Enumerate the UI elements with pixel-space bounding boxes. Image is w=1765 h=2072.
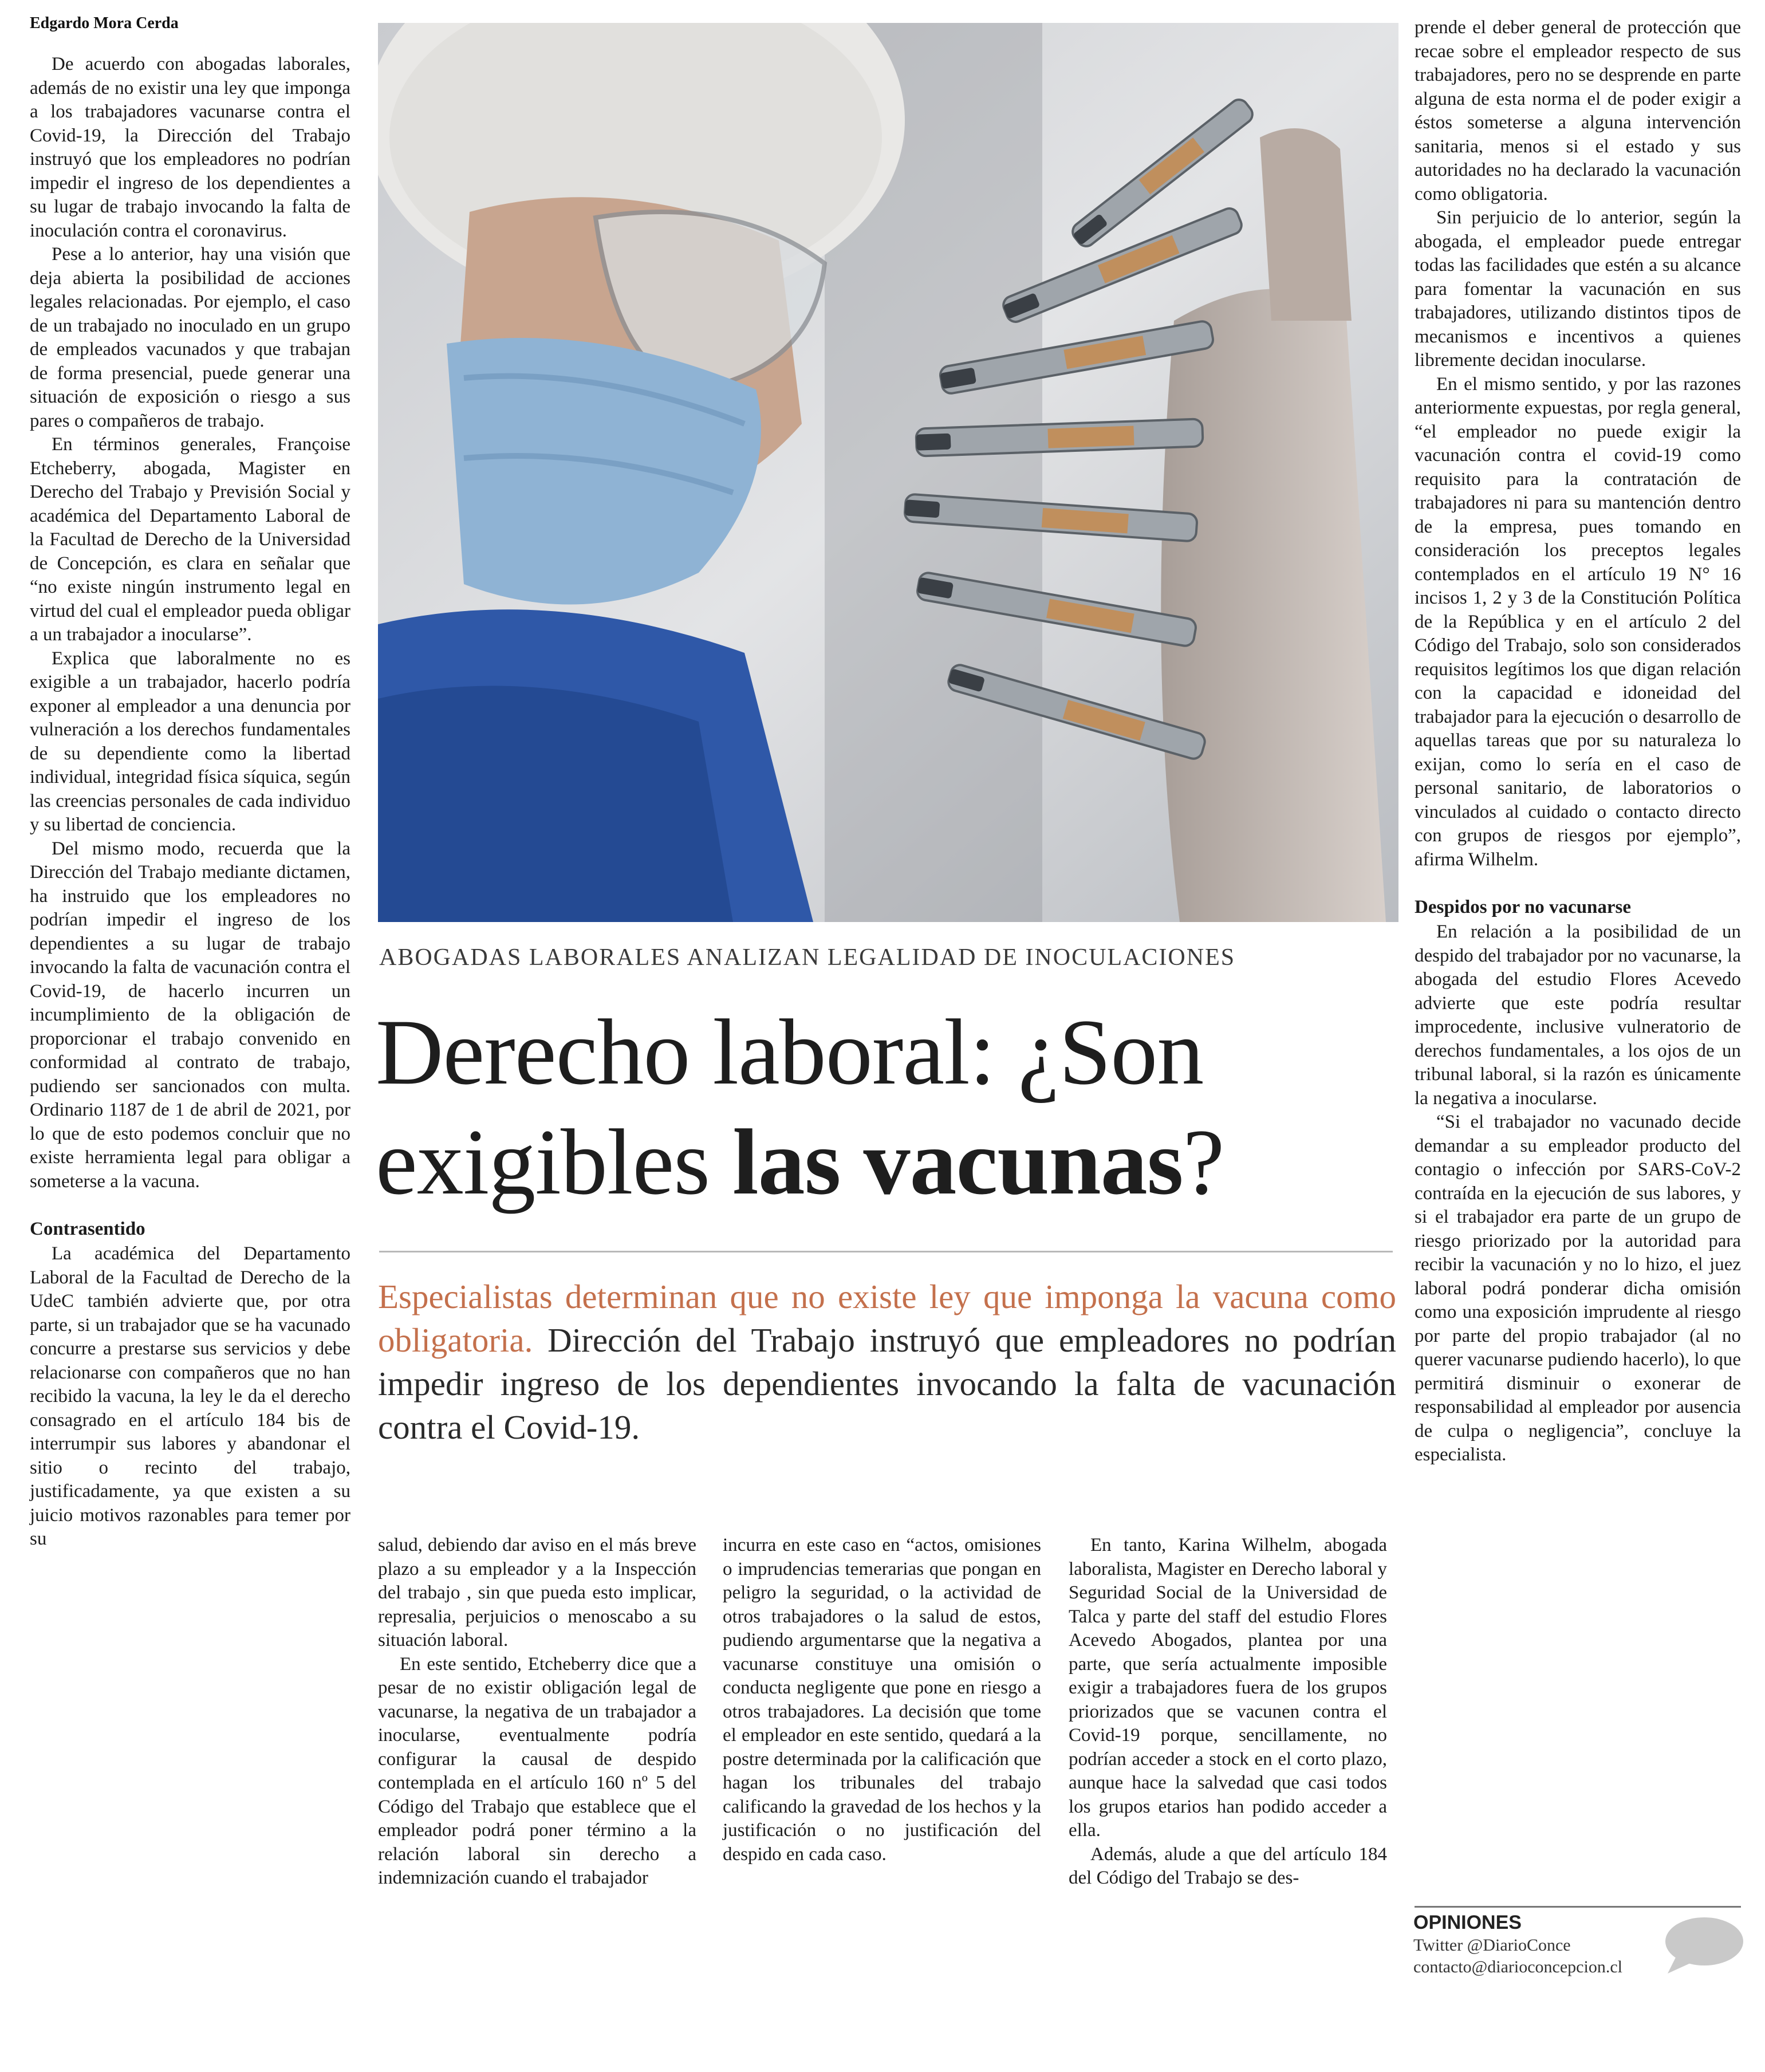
paragraph: “Si el trabajador no vacunado decide demandar a su empleador producto del contagio o infección por SARS-CoV-2 contraída en la ejecución de sus labores, y si el trabajador era parte de un grupo de riesgo priorizado por la autoridad para recibir la vacunación y no lo hizo, el juez laboral podrá ponderar dicha omisión como una exposición imprudente al riesgo por parte del propio trabajador (al no querer vacunarse pudiendo hacerlo), lo que permitirá disminuir o exonerar de responsabilidad al empleador por ausencia de culpa o negligencia”, concluye la especialista. bbox=[1415, 1112, 1741, 1465]
opinions-title: OPINIONES bbox=[1413, 1912, 1522, 1933]
paragraph: salud, debiendo dar aviso en el más breve plazo a su empleador y a la Inspección del trabajo , sin que pueda esto implicar, represalia, perjuicios o menoscabo a su situación laboral. bbox=[378, 1535, 696, 1650]
column-5 bbox=[1415, 16, 1741, 1467]
paragraph: De acuerdo con abogadas laborales, además de no existir una ley que imponga a los trabajadores vacunarse contra el Covid-19, la Dirección del Trabajo instruyó que los empleadores no podrían impedir el ingreso de los dependientes a su lugar de trabajo invocando la falta de inoculación contra el coronavirus. bbox=[30, 54, 350, 241]
subhead-contrasentido: Contrasentido bbox=[30, 1219, 145, 1239]
headline-bold: las vacunas bbox=[732, 1110, 1183, 1214]
paragraph: incurra en este caso en “actos, omisiones o imprudencias temerarias que pongan en peligro la seguridad, o la actividad de otros trabajadores o la salud de estos, pudiendo argumentarse que la negativa a vacunarse constituye una omisión o conducta negligente que pone en riesgo a otros trabajadores. La decisión que tome el empleador en este sentido, quedará a la postre determinada por la calificación que hagan los tribunales del trabajo calificando la gravedad de los hechos y la justificación o no justificación del despido en cada caso. bbox=[723, 1535, 1041, 1865]
headline-line-2 bbox=[376, 1108, 1224, 1218]
paragraph: En relación a la posibilidad de un despido del trabajador por no vacunarse, la abogada del estudio Flores Acevedo advierte que este podría resultar improcedente, inclusive vulneratorio de derechos fundamentales, a los ojos de un tribunal laboral, si la razón es únicamente la negativa a inocularse. bbox=[1415, 921, 1741, 1109]
deck bbox=[378, 1275, 1396, 1449]
divider bbox=[379, 1251, 1393, 1252]
paragraph: Además, alude a que del artículo 184 del Código del Trabajo se des- bbox=[1069, 1843, 1387, 1888]
column-4 bbox=[1069, 1534, 1387, 1890]
byline: Edgardo Mora Cerda bbox=[30, 14, 179, 32]
paragraph: En este sentido, Etcheberry dice que a pesar de no existir obligación legal de vacunarse, la negativa de un trabajador a inocularse, eventualmente podría configurar la causal de despido contemplada en el artículo 160 nº 5 del Código del Trabajo que establece que el empleador podrá poner término a la relación laboral sin derecho a indemnización cuando el trabajador bbox=[378, 1653, 696, 1888]
paragraph: En tanto, Karina Wilhelm, abogada laboralista, Magister en Derecho laboral y Seguridad Social de la Universidad de Talca y parte del staff del estudio Flores Acevedo Abogados, plantea por una parte, que sería actualmente imposible exigir a trabajadores fuera de los grupos priorizados que se vacunen contra el Covid-19 porque, sencillamente, no podrían acceder a stock en el corto plazo, aunque hace la salvedad que casi todos los grupos etarios han podido acceder a ella. bbox=[1069, 1535, 1387, 1841]
headline-end: ? bbox=[1183, 1110, 1224, 1214]
opinions-divider bbox=[1415, 1906, 1741, 1908]
speech-bubble-icon bbox=[1660, 1914, 1746, 1977]
deck-lead: Especialistas determinan que no existe ley que imponga la vacuna como obligatoria. bbox=[378, 1278, 1396, 1359]
paragraph: En el mismo sentido, y por las razones anteriormente expuestas, por regla general, “el empleador no puede exigir la vacunación contra el covid-19 como requisito para la contratación de trabajadores ni para su mantención dentro de la empresa, pues tomando en consideración los preceptos legales contemplados en el artículo 19 N° 16 incisos 1, 2 y 3 de la Constitución Política de la República y en el artículo 2 del Código del Trabajo, solo son considerados requisitos legítimos los que digan relación con la capacidad e idoneidad del trabajador para la ejecución o desarrollo de aquellas tareas que por su naturaleza lo exijan, como lo sería en el caso de personal sanitario, de laboratorios o vinculados al cuidado o contacto directo con grupos de riesgos por ejemplo”, afirma Wilhelm. bbox=[1415, 373, 1741, 870]
headline bbox=[376, 998, 1224, 1218]
paragraph: Del mismo modo, recuerda que la Dirección del Trabajo mediante dictamen, ha instruido que los empleadores no podrían impedir el ingreso de los dependientes a su lugar de trabajo invocando la falta de vacunación contra el Covid-19, de hacerlo incurren un incumplimiento de la obligación de proporcionar el trabajo convenido en conformidad al contrato de trabajo, pudiendo ser sancionados con multa. Ordinario 1187 de 1 de abril de 2021, por lo que de esto podemos concluir que no existe herramienta legal para obligar a someterse a la vacuna. bbox=[30, 838, 350, 1192]
opinions-email[interactable]: contacto@diarioconcepcion.cl bbox=[1413, 1957, 1622, 1976]
opinions-twitter[interactable]: Twitter @DiarioConce bbox=[1413, 1936, 1571, 1955]
column-1 bbox=[30, 53, 350, 1551]
paragraph: Pese a lo anterior, hay una visión que deja abierta la posibilidad de acciones legales relacionadas. Por ejemplo, el caso de un trabajado no inoculado en un grupo de empleados vacunados y que trabajan de forma presencial, puede generar una situación de exposición o riesgo a sus pares o compañeros de trabajo. bbox=[30, 244, 350, 431]
paragraph: Explica que laboralmente no es exigible a un trabajador, hacerlo podría exponer al empleador a una denuncia por vulneración a los derechos fundamentales de su dependiente como la libertad individual, integridad física síquica, según las creencias personales de cada individuo y su libertad de conciencia. bbox=[30, 648, 350, 835]
subhead-despidos: Despidos por no vacunarse bbox=[1415, 897, 1632, 917]
vaccine-vials-photo-icon bbox=[378, 23, 1398, 922]
deck-rest: Dirección del Trabajo instruyó que empleadores no podrían impedir ingreso de los dependientes invocando la falta de vacunación contra el Covid-19. bbox=[378, 1321, 1396, 1446]
paragraph: prende el deber general de protección que recae sobre el empleador respecto de sus trabajadores, pero no se desprende en parte alguna de esta norma el de poder exigir a éstos someterse a alguna intervención sanitaria, menos si el estado y sus autoridades no ha declarado la vacunación como obligatoria. bbox=[1415, 17, 1741, 204]
headline-line-1: Derecho laboral: ¿Son bbox=[376, 1000, 1204, 1104]
paragraph: La académica del Departamento Laboral de la Facultad de Derecho de la UdeC también advierte que, por otra parte, si un trabajador que se ha vacunado concurre a prestarse sus servicios y debe relacionarse con compañeros que no han recibido la vacuna, la ley le da el derecho consagrado en el artículo 184 bis de interrumpir sus labores y abandonar el sitio o recinto del trabajo, justificadamente, ya que existen a su juicio motivos razonables para temer por su bbox=[30, 1243, 350, 1549]
article-photo bbox=[378, 23, 1398, 922]
paragraph: En términos generales, Françoise Etcheberry, abogada, Magister en Derecho del Trabajo y Previsión Social y académica del Departamento Laboral de la Facultad de Derecho de la Universidad de Concepción, es clara en señalar que “no existe ningún instrumento legal en virtud del cual el empleador pueda obligar a un trabajador a inocularse”. bbox=[30, 434, 350, 645]
paragraph: Sin perjuicio de lo anterior, según la abogada, el empleador puede entregar todas las facilidades que estén a su alcance para fomentar la vacunación en sus trabajadores, utilizando distintos tipos de mecanismos e incentivos a quienes libremente decidan inocularse. bbox=[1415, 207, 1741, 371]
kicker: ABOGADAS LABORALES ANALIZAN LEGALIDAD DE INOCULACIONES bbox=[379, 944, 1236, 971]
column-3 bbox=[723, 1534, 1041, 1866]
column-2 bbox=[378, 1534, 696, 1890]
headline-text: exigibles bbox=[376, 1110, 733, 1214]
